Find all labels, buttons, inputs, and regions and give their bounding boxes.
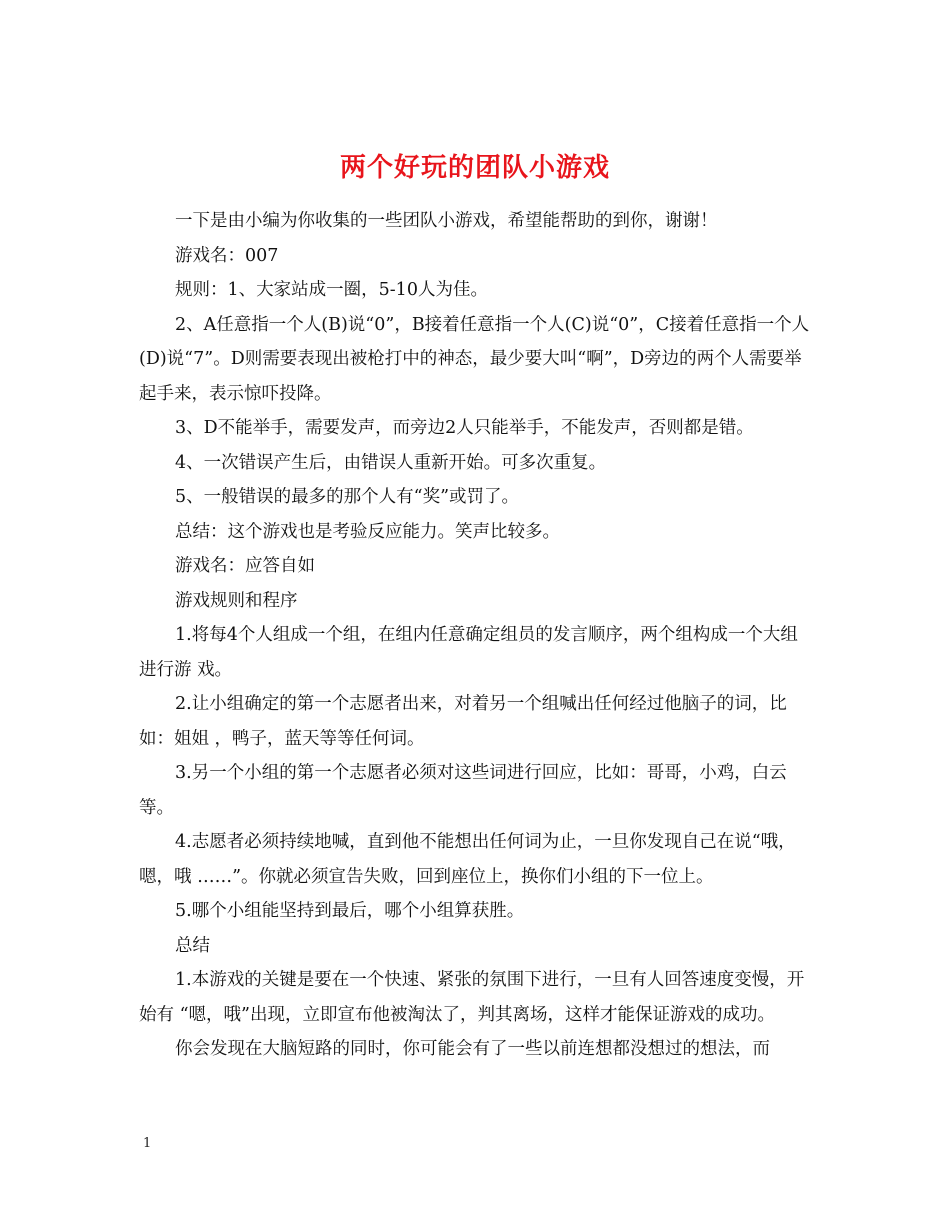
paragraph-rule-1: 规则：1、大家站成一圈，5-10人为佳。: [175, 280, 488, 300]
paragraph-rule-5: 5、一般错误的最多的那个人有“奖”或罚了。: [175, 487, 520, 507]
paragraph-step-5: 5.哪个小组能坚持到最后，哪个小组算获胜。: [175, 901, 525, 921]
paragraph-summary-007: 总结：这个游戏也是考验反应能力。笑声比较多。: [175, 521, 560, 542]
paragraph-step-3: 3.另一个小组的第一个志愿者必须对这些词进行回应，比如：哥哥，小鸡，白云等。: [139, 763, 787, 818]
paragraph-step-1: 1.将每4个人组成一个组，在组内任意确定组员的发言顺序，两个组构成一个大组进行游 戏。: [139, 625, 798, 680]
paragraph-step-4: 4.志愿者必须持续地喊，直到他不能想出任何词为止，一旦你发现自己在说“哦，嗯，哦 ……”。你就必须宣告失败，回到座位上，换你们小组的下一位上。: [139, 832, 796, 887]
paragraph-summary-1: 1.本游戏的关键是要在一个快速、紧张的氛围下进行，一旦有人回答速度变慢，开始有 “嗯，哦”出现，立即宣布他被淘汰了，判其离场，这样才能保证游戏的成功。: [139, 970, 805, 1025]
paragraph-intro: 一下是由小编为你收集的一些团队小游戏，希望能帮助的到你，谢谢！: [175, 211, 718, 231]
paragraph-rule-3: 3、D不能举手，需要发声，而旁边2人只能举手，不能发声，否则都是错。: [175, 418, 754, 438]
paragraph-game-name-007: 游戏名：007: [175, 245, 279, 266]
paragraph-game-name-2: 游戏名：应答自如: [175, 556, 315, 576]
document-title: 两个好玩的团队小游戏: [339, 153, 610, 184]
page-number: 1: [143, 1136, 152, 1151]
paragraph-step-2: 2.让小组确定的第一个志愿者出来，对着另一个组喊出任何经过他脑子的词，比如：姐姐 ，鸭子，蓝天等等任何词。: [139, 694, 787, 749]
paragraph-closing: 你会发现在大脑短路的同时，你可能会有了一些以前连想都没想过的想法，而: [175, 1039, 770, 1059]
paragraph-rule-4: 4、一次错误产生后，由错误人重新开始。可多次重复。: [175, 452, 607, 473]
document-body: [139, 204, 815, 1067]
paragraph-rule-2: 2、A任意指一个人(B)说“0”，B接着任意指一个人(C)说“0”，C接着任意指一个人(D)说“7”。D则需要表现出被枪打中的神态，最少要大叫“啊”，D旁边的两个人需要举起手来，表示惊吓投降。: [139, 314, 810, 404]
paragraph-summary-heading: 总结: [175, 935, 210, 956]
paragraph-rules-heading: 游戏规则和程序: [175, 590, 298, 611]
